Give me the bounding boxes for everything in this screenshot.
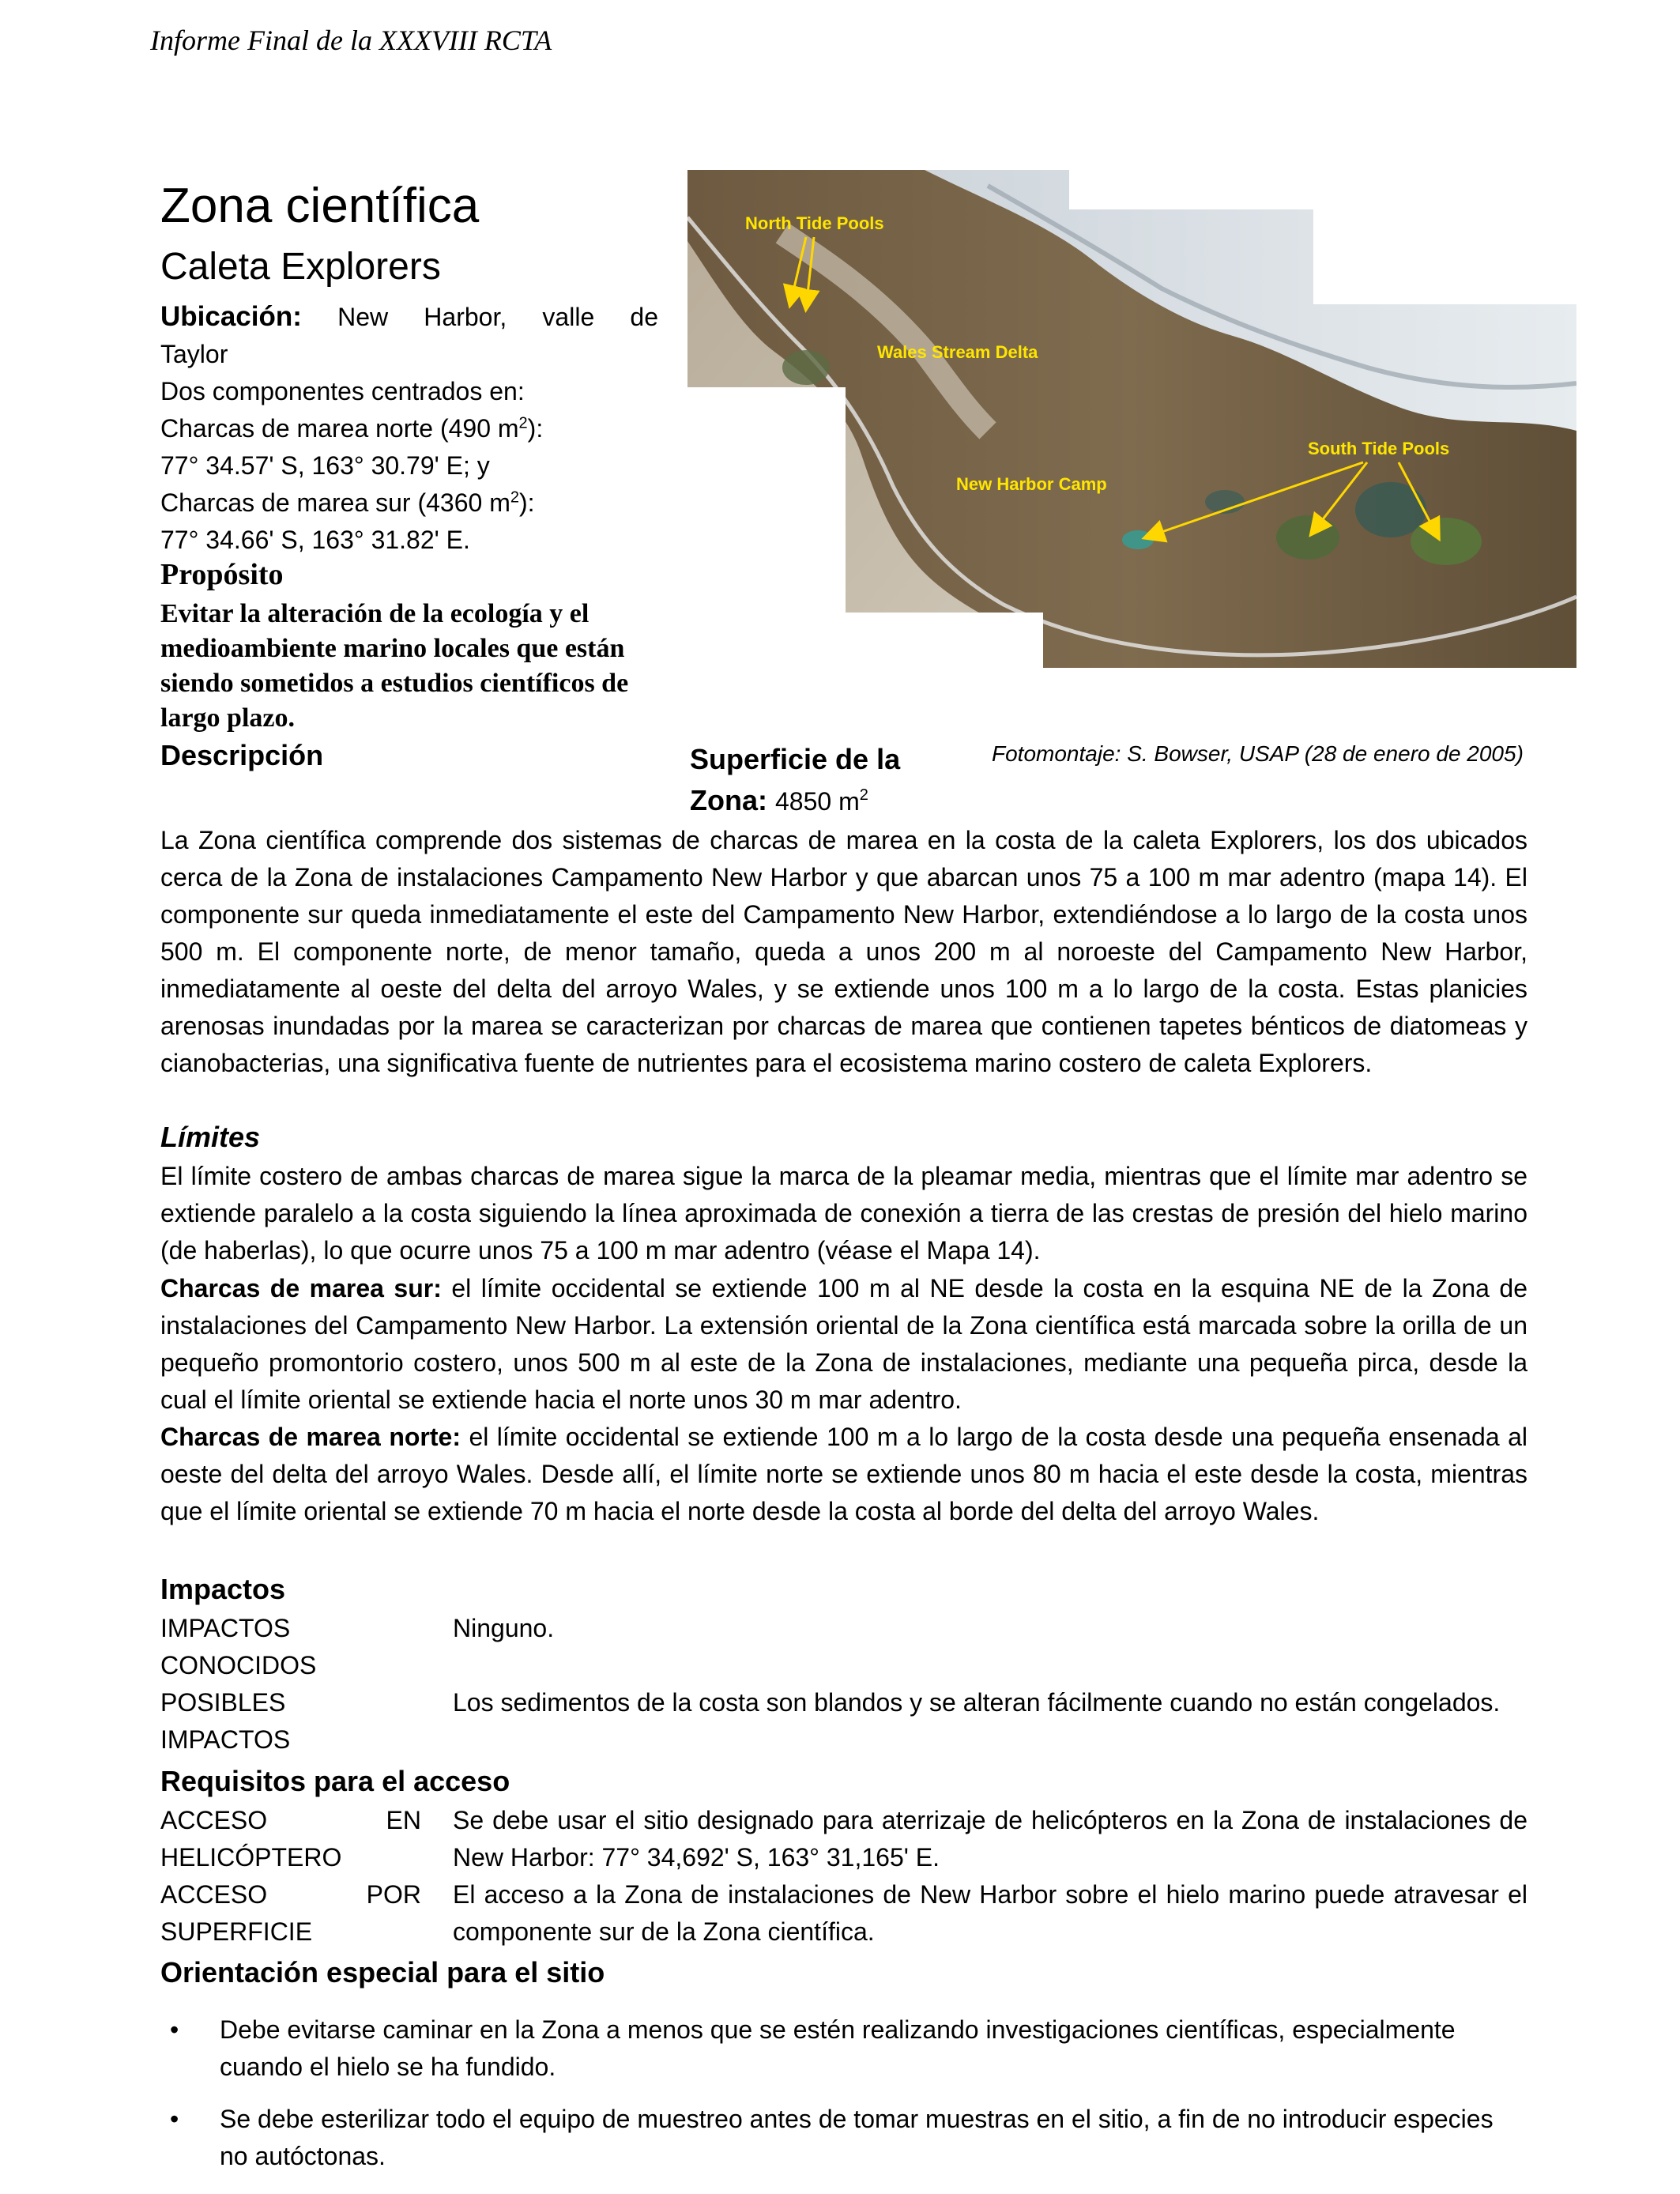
surface-access-value: El acceso a la Zona de instalaciones de New Harbor sobre el hielo marino puede atravesar el componente sur de la Zona científica. <box>453 1880 1527 1946</box>
north-pools-area <box>160 410 658 447</box>
location-block <box>160 298 658 559</box>
bullet-icon: • <box>170 2015 179 2044</box>
location-value: New Harbor, valle de <box>337 303 659 331</box>
location-value-cont: Taylor <box>160 340 228 368</box>
north-pools-sup: 2 <box>518 414 528 432</box>
guidance-item-text: Debe evitarse caminar en la Zona a menos que se estén realizando investigaciones científicas, especialmente cuando el hielo se ha fundido. <box>220 2015 1456 2081</box>
bullet-icon: • <box>170 2105 179 2133</box>
surface-access-label-a: ACCESO <box>160 1880 268 1909</box>
surface-access-label-b: POR <box>366 1880 421 1909</box>
location-line <box>160 298 658 336</box>
running-header: Informe Final de la XXXVIII RCTA <box>150 25 552 56</box>
label-new-harbor-camp: New Harbor Camp <box>956 474 1107 494</box>
purpose-text: Evitar la alteración de la ecología y el medioambiente marino locales que están siendo sometidos a estudios científicos de largo plazo. <box>160 599 629 733</box>
list-item <box>160 2101 1527 2175</box>
guidance-item-text: Se debe esterilizar todo el equipo de muestreo antes de tomar muestras en el sitio, a fin de no introducir especies no autóctonas. <box>220 2105 1494 2170</box>
known-impacts-label-line1: IMPACTOS <box>160 1614 291 1642</box>
description-text: La Zona científica comprende dos sistemas de charcas de marea en la costa de la caleta Explorers, los dos ubicados cerca de la Zona de instalaciones Campamento New Harbor y que abarcan unos 75 a 100 m mar adentro (mapa 14). El componente sur queda inmediatamente el este del Campamento New Harbor, extendiéndose a lo largo de la costa unos 500 m. El componente norte, de menor tamaño, queda a unos 200 m al noroeste del Campamento New Harbor, inmediatamente al oeste del delta del arroyo Wales, y se extiende unos 100 m a lo largo de la costa. Estas planicies arenosas inundadas por la marea se caracterizan por charcas de marea que contienen tapetes bénticos de diatomeas y cianobacterias, una significativa fuente de nutrientes para el ecosistema marino costero de caleta Explorers. <box>160 826 1527 1077</box>
label-north-tide-pools: North Tide Pools <box>745 213 884 233</box>
area-label-line1: Superficie de la <box>690 743 901 775</box>
heli-access-label-line2: HELICÓPTERO <box>160 1843 342 1872</box>
heli-access-label-line1 <box>160 1802 421 1839</box>
heli-access-label <box>160 1802 421 1876</box>
possible-impacts-value: Los sedimentos de la costa son blandos y se alteran fácilmente cuando no están congelados. <box>453 1688 1501 1717</box>
south-pools-text: Charcas de marea sur (4360 m <box>160 488 510 517</box>
aerial-photomontage <box>687 170 1576 668</box>
label-wales-stream-delta: Wales Stream Delta <box>877 342 1038 362</box>
guidance-list <box>160 2011 1527 2190</box>
limits-north-text: el límite occidental se extiende 100 m a lo largo de la costa desde una pequeña ensenada al oeste del delta del arroyo Wales. Desde allí, el límite norte se extiende unos 80 m hacia el este desde la costa, mientras que el límite oriental se extiende 70 m hacia el norte desde la costa al borde del delta del arroyo Wales. <box>160 1423 1528 1525</box>
south-pools-sup: 2 <box>510 488 519 507</box>
surface-access-label <box>160 1876 421 1951</box>
heli-access-value: Se debe usar el sitio designado para aterrizaje de helicópteros en la Zona de instalaciones de New Harbor: 77° 34,692' S, 163° 31,165' E. <box>453 1806 1527 1872</box>
components-intro: Dos componentes centrados en: <box>160 377 525 405</box>
possible-impacts-label: POSIBLES IMPACTOS <box>160 1688 291 1754</box>
limits-south <box>160 1270 1527 1419</box>
north-pools-end: ): <box>527 414 544 443</box>
access-heading: Requisitos para el acceso <box>160 1765 510 1797</box>
limits-south-text: el límite occidental se extiende 100 m al NE desde la costa en la esquina NE de la Zona de instalaciones del Campamento New Harbor. La extensión oriental de la Zona científica está marcada sobre la orilla de un pequeño promontorio costero, unos 500 m al este de la Zona de instalaciones, mediante una pequeña pirca, desde la cual el límite oriental se extiende hacia el norte unos 30 m mar adentro. <box>160 1274 1528 1414</box>
impacts-heading: Impactos <box>160 1573 286 1605</box>
limits-north-label: Charcas de marea norte: <box>160 1423 461 1451</box>
area-label-line2: Zona: <box>690 784 767 816</box>
description-heading: Descripción <box>160 739 324 771</box>
north-pools-coords: 77° 34.57' S, 163° 30.79' E; y <box>160 451 490 480</box>
location-label: Ubicación: <box>160 301 302 332</box>
zone-area <box>690 739 900 822</box>
limits-south-label: Charcas de marea sur: <box>160 1274 442 1302</box>
south-pools-end: ): <box>518 488 535 517</box>
heli-access-label-a: ACCESO <box>160 1806 268 1834</box>
page-title: Zona científica <box>160 179 480 233</box>
south-pools-coords: 77° 34.66' S, 163° 31.82' E. <box>160 526 470 554</box>
area-line2 <box>690 780 900 822</box>
page-subtitle: Caleta Explorers <box>160 246 441 288</box>
surface-access-label-line1 <box>160 1876 421 1913</box>
guidance-heading: Orientación especial para el sitio <box>160 1956 605 1989</box>
south-pools-area <box>160 484 658 522</box>
heli-access-label-b: EN <box>386 1806 421 1834</box>
area-sup: 2 <box>859 786 868 804</box>
known-impacts-label-line2: CONOCIDOS <box>160 1651 317 1679</box>
surface-access-label-line2: SUPERFICIE <box>160 1917 313 1946</box>
limits-heading: Límites <box>160 1121 261 1153</box>
purpose-heading: Propósito <box>160 558 284 591</box>
known-impacts-label <box>160 1610 421 1684</box>
area-value: 4850 m <box>775 787 860 816</box>
photo-caption: Fotomontaje: S. Bowser, USAP (28 de enero de 2005) <box>992 741 1524 766</box>
list-item <box>160 2011 1527 2086</box>
known-impacts-value: Ninguno. <box>453 1614 555 1642</box>
label-south-tide-pools: South Tide Pools <box>1308 439 1450 458</box>
limits-text: El límite costero de ambas charcas de marea sigue la marca de la pleamar media, mientras que el límite mar adentro se extiende paralelo a la costa siguiendo la línea aproximada de conexión a tierra de las crestas de presión del hielo marino (de haberlas), lo que ocurre unos 75 a 100 m mar adentro (véase el Mapa 14). <box>160 1162 1527 1265</box>
north-pools-text: Charcas de marea norte (490 m <box>160 414 519 443</box>
limits-north <box>160 1419 1527 1530</box>
